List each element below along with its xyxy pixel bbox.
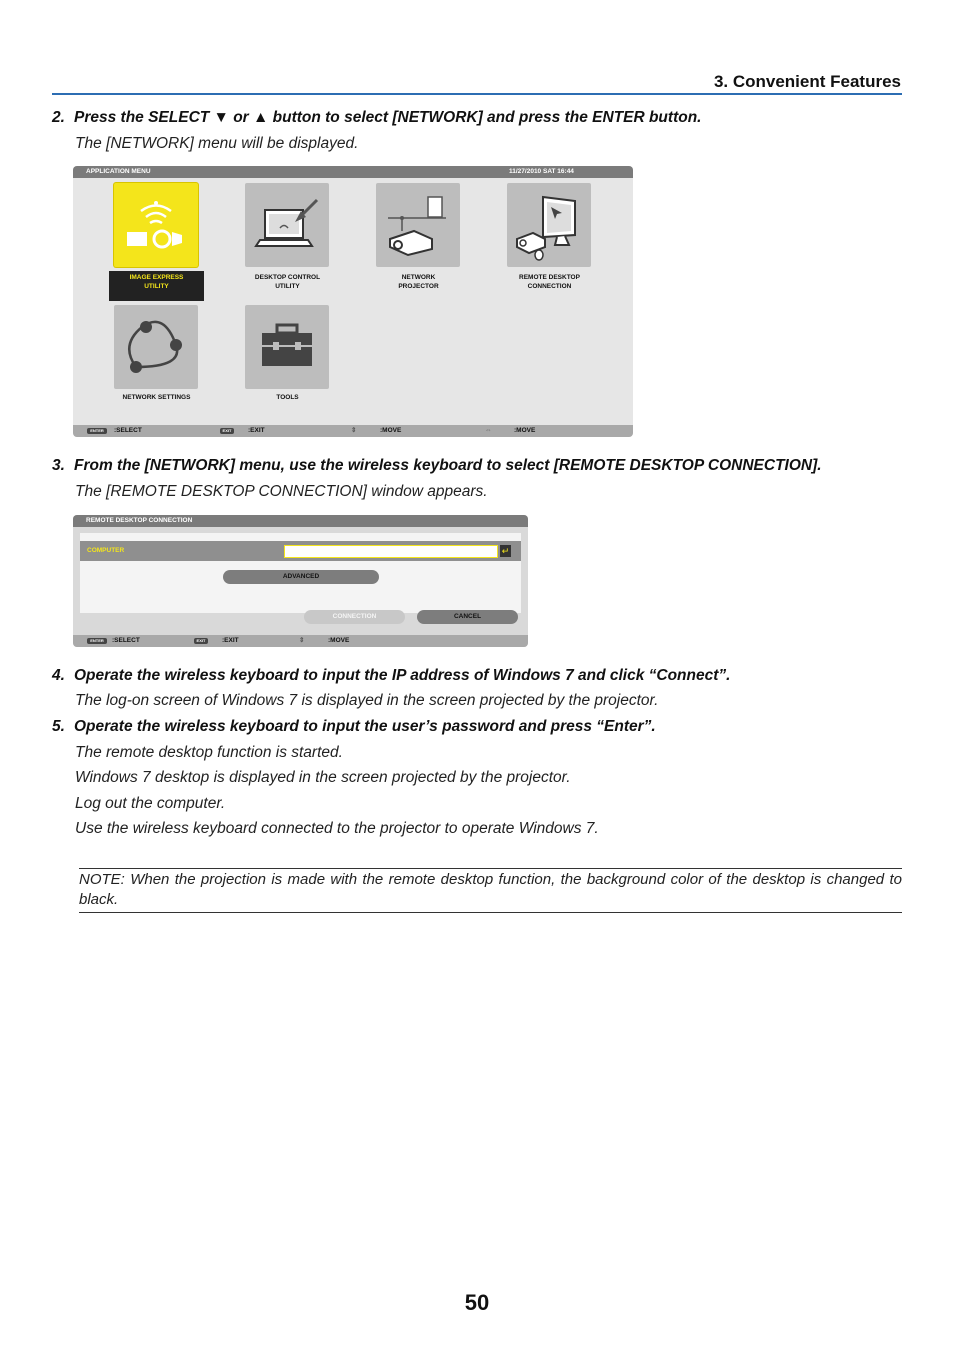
toolbox-icon bbox=[245, 305, 329, 389]
tile-remote-desktop-connection[interactable] bbox=[507, 183, 591, 267]
enter-key-icon: ENTER bbox=[87, 428, 107, 434]
step-2-desc: The [NETWORK] menu will be displayed. bbox=[75, 135, 359, 152]
tile-label-image-express: IMAGE EXPRESS UTILITY bbox=[109, 271, 204, 301]
header-rule bbox=[52, 93, 902, 95]
step-5 bbox=[52, 718, 656, 736]
step-text: Press the SELECT ▼ or ▲ button to select [NETWORK] and press the ENTER button. bbox=[74, 109, 702, 126]
connection-button[interactable]: CONNECTION bbox=[304, 610, 405, 624]
step-number: 5. bbox=[52, 718, 65, 735]
note-text: NOTE: When the projection is made with the remote desktop function, the background color of the desktop is changed to black. bbox=[79, 871, 902, 908]
step-4-desc: The log-on screen of Windows 7 is displayed in the screen projected by the projector. bbox=[75, 692, 659, 709]
step-5-desc-2: Windows 7 desktop is displayed in the screen projected by the projector. bbox=[75, 769, 571, 786]
tile-tools[interactable] bbox=[245, 305, 329, 389]
tile-label-remote-desktop: REMOTE DESKTOP CONNECTION bbox=[519, 274, 580, 290]
exit-key-icon: EXIT bbox=[220, 428, 234, 434]
step-3 bbox=[52, 457, 822, 475]
step-2 bbox=[52, 109, 701, 127]
computer-input[interactable] bbox=[284, 545, 498, 558]
tile-network-projector[interactable] bbox=[376, 183, 460, 267]
step-3-desc: The [REMOTE DESKTOP CONNECTION] window appears. bbox=[75, 483, 488, 500]
app-menu-title-bar bbox=[73, 166, 633, 178]
app-menu-title: APPLICATION MENU bbox=[86, 168, 151, 175]
section-title: 3. Convenient Features bbox=[713, 72, 901, 91]
cancel-button[interactable]: CANCEL bbox=[417, 610, 518, 624]
tile-label-desktop-control: DESKTOP CONTROL UTILITY bbox=[254, 274, 321, 290]
footer-exit: :EXIT bbox=[222, 637, 239, 644]
step-5-desc-3: Log out the computer. bbox=[75, 795, 226, 812]
footer-exit: :EXIT bbox=[248, 427, 265, 434]
footer-move-1: :MOVE bbox=[380, 427, 402, 434]
app-menu-datetime: 11/27/2010 SAT 16:44 bbox=[509, 168, 574, 175]
tile-label-tools: TOOLS bbox=[276, 394, 299, 401]
step-4 bbox=[52, 667, 730, 685]
tile-network-settings[interactable] bbox=[114, 305, 198, 389]
enter-icon[interactable]: ↵ bbox=[501, 546, 510, 556]
updown-arrows-icon: ⇕ bbox=[299, 637, 305, 644]
note-bottom-rule bbox=[79, 912, 902, 913]
tile-label-network-settings: NETWORK SETTINGS bbox=[122, 394, 191, 401]
tile-desktop-control-utility[interactable] bbox=[245, 183, 329, 267]
footer-select: :SELECT bbox=[114, 427, 142, 434]
monitor-projector-icon bbox=[507, 183, 591, 267]
rdc-title-bar bbox=[73, 515, 528, 527]
network-nodes-icon bbox=[114, 305, 198, 389]
step-number: 2. bbox=[52, 109, 65, 126]
remote-desktop-dialog-screenshot bbox=[73, 515, 528, 647]
rdc-footer-bar bbox=[73, 635, 528, 647]
step-text: Operate the wireless keyboard to input the user’s password and press “Enter”. bbox=[74, 718, 656, 735]
laptop-cursor-icon bbox=[245, 183, 329, 267]
advanced-button[interactable]: ADVANCED bbox=[223, 570, 379, 584]
updown-arrows-icon: ⇕ bbox=[351, 427, 357, 434]
step-number: 4. bbox=[52, 667, 65, 684]
note-top-rule bbox=[79, 868, 902, 869]
computer-row bbox=[80, 541, 521, 561]
application-menu-screenshot bbox=[73, 166, 633, 437]
leftright-arrows-icon: ⇔ bbox=[485, 427, 492, 434]
app-menu-footer-bar bbox=[73, 425, 633, 437]
computer-label: COMPUTER bbox=[87, 547, 125, 554]
enter-key-icon: ENTER bbox=[87, 638, 107, 644]
network-projector-icon bbox=[376, 183, 460, 267]
step-5-desc-4: Use the wireless keyboard connected to the projector to operate Windows 7. bbox=[75, 820, 599, 837]
footer-select: :SELECT bbox=[112, 637, 140, 644]
wireless-projector-icon bbox=[114, 183, 198, 267]
tile-label-network-projector: NETWORK PROJECTOR bbox=[398, 274, 439, 290]
rdc-title: REMOTE DESKTOP CONNECTION bbox=[86, 517, 193, 524]
step-text: Operate the wireless keyboard to input the IP address of Windows 7 and click “Connect”. bbox=[74, 667, 731, 684]
step-5-desc-1: The remote desktop function is started. bbox=[75, 744, 343, 761]
step-number: 3. bbox=[52, 457, 65, 474]
rdc-panel bbox=[80, 533, 521, 613]
tile-image-express-utility[interactable] bbox=[114, 183, 198, 267]
page-number: 50 bbox=[464, 1290, 490, 1315]
footer-move-2: :MOVE bbox=[514, 427, 536, 434]
footer-move: :MOVE bbox=[328, 637, 350, 644]
step-text: From the [NETWORK] menu, use the wireless keyboard to select [REMOTE DESKTOP CONNECTION]. bbox=[74, 457, 822, 474]
exit-key-icon: EXIT bbox=[194, 638, 208, 644]
